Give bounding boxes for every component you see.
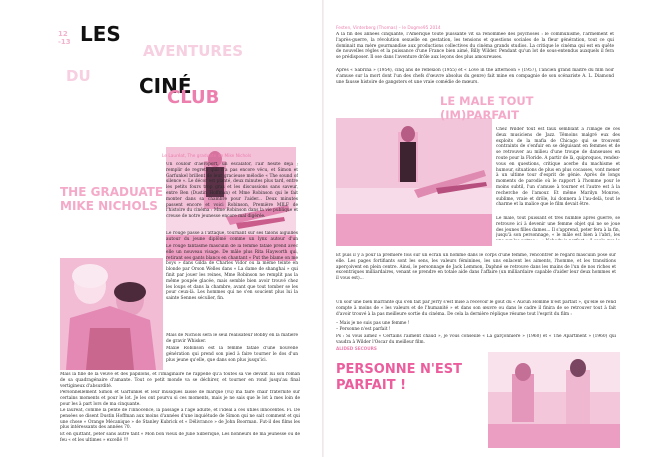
graduate-kicker: Le Lauréat, The graduate de Mike Nichols [162, 154, 252, 159]
right-body-2: Après « Sabrina » (1954), cinq ans de réflexion (1955) et « Love in the afternoon » (1957), l'ancien grand maître du film noir s'amuse sur la mort dont l'un des chefs d'œuvre absolus du genre) fait mine en compagnie de son scénariste A. L. Diamond une fausse histoire de gangsters et une vraie comédie de mœurs. [336, 68, 614, 85]
some-like-it-hot-photo [60, 258, 163, 370]
beach-photo [488, 352, 620, 448]
graduate-big-title: THE GRADUATE MIKE NICHOLS [60, 185, 164, 213]
title-du: DU [66, 67, 91, 85]
right-page [324, 0, 647, 457]
right-body-3: Chez Wilder tout est faux semblant à l'image de ces deux musiciens de Jazz. Témoins malgré eux des exploits de la mafia de Chicago qui se trouvent contraints de s'enfuir en se déguisant en femmes et de se retrouver au milieu d'une troupe de danseuses en route pour la Floride. A partir de là, quiproquos, rendez-vous en questions, critique acerbe du machisme et humour, situations de plus en plus cocasses, vont mener à un ultime tour d'esprit de génie. Après de longs moments de parodie où le rapport à l'homme pour le moins subtil, l'un s'amuse à tourner et l'autre est à la recherche de l'amour. Et même Marilyn Monroe, sublime, vraie et drôle, lui donnera à l'au-delà, tout le charme et la malice que le film devait être. [496, 127, 620, 208]
quote-2: – Personne n'est parfait ! [336, 327, 391, 332]
title-cine: CINÉ [139, 74, 192, 98]
graduate-body-3: Le rouge fantasme masculin de la femme fatale prend avec elle un nouveau visage. De mâle plus Rita Hayworth qui, retirant ses gants blancs en chantant « Put the blame on me boys » dans Gilda de Charles Vidor ou la même teinte en blonde par Orson Welles dans « La dame de shanghai » qui finit par jouer les reines, Mme Robinson ne remplit pas la même poupée glacée, mais semble bien avoir trouvé chez les loups et dans la chambre, avant que tout tomber se les pour ceux-là. Les hommes qui ne s'en soucient plus lui la sainte Sennes séculier, fin. [166, 244, 298, 302]
graduate-body: Un couloir d'aéroport, un escalator, l'air hésite déjà ; remplir de regrets quil n'a pas encore vécu, et Simon et Garfunkel brillent de leur gracieuse mélodie « The sound of silence ». Le décor est planté, deux minutes plus tard, entre les petits fours trop gras et les discussions sans saveur, entre Ben (Dustin Hoffman) et Mme Robinson qui le fait monter dans sa chambre pour l'aider... Deux minutes passent encore et voici Robinson, Première MILF de l'histoire du cinéma : Mme Robinson dans la vie publique et creuse de notre jeunesse encore mal digérée. [166, 162, 298, 220]
male-big-title: LE MALE TOUT (IM)PARFAIT [440, 94, 534, 122]
ps-note: Ps : Si vous aimez « Certains l'aiment chaud », je vous conseille « La garçonnière » (1960) et « The Apartment » (1960) qui vaudra à Wilder l'Oscar du meilleur film. [336, 334, 616, 345]
personne-big-title: PERSONNE N'EST PARFAIT ! [336, 362, 462, 393]
left-page [0, 0, 323, 457]
title-les: LES [80, 22, 121, 46]
graduate-body-5: Maxie Robinson est la femme fatale d'une nouvelle génération qui prend son pied à faire tourner le dos d'un plus jeune qu'elle, que dans son plus jusqu'ici. [166, 346, 298, 363]
left-lower-body-2: Personnellement Simon et Garfunkel et leur musiques laissé de marque (vu) ma faire chair fraternité sur certains moments et pour le lot. Je les ont pourvu si ces moments, mais je ne sais que le lot à mes loin de pour les à part lors de ma cinquante. [60, 390, 300, 407]
right-kicker: Festen, Vinterberg (Thomas) – le Dogme95 2014 [336, 26, 441, 31]
left-lower-body-3: Le lauréat, comme la pente de l'innocence, la passage à l'âge adulte, et l'idéal à ces utiles innocentes. Fi. De pensées se disent Dustin Hoffman aux moins d'années d'une inquiétude de Simon qui ne sait comment et qui une chose « Orange Mécanique » de Stanley Kubrick et « Délivrance » de John Boorman. Fut-il des films les plus intéressants des années 70. [60, 408, 300, 431]
left-lower-body: Mais la fille de la veuve et des papillons, et l'imaginaire ne rappelle qu'à toutes sa vie devant lui son roman de sa quadragénaire d'amante. Tout ce petit monde va se déchirer, et tourner en rond jusqu'au final vertigineux d'absurdité. [60, 372, 300, 389]
leg-scene-photo [336, 118, 492, 246]
right-body: A la fin des années cinquante, l'Amérique toute puissante vit sa renommée des psychoses : le communisme, l'armement et l'après-guerre, la révolution sexuelle en gestation, les tensions et questions sociales de la fleur génération, tout ce qui dominait ma mère gourmandise aux productions collectives du cinéma grands studios. La critique le cinéma qui est en quête de nouvelles règles et la puissance d'une France bien aimé, Billy Wilder. Pendant qu'un lot de sous-entendus auxquels il fera se prédisposer. Il ose dans l'aventure drôle aux leçons des plus amoureuses. [336, 32, 614, 61]
left-lower-body-4: Et en quittant, peter sans autre tant « Mon bon vieux de Julie Silbérique, Les honneurs de ma jeunesse ou de feu « et les ultimes » excellé !!! [60, 432, 300, 443]
quote-1: – Mais je ne suis pas une femme ! [336, 321, 410, 326]
page-numbers: 12 -13 [58, 30, 71, 46]
right-lower-body-2: Un soir une bien marrante qui s'en fait par Jerry s'est mise à recevoir le goût du « Aucun Homme n'est parfait », qu'elle se rend compte à moins de « les valeurs et de l'humanité » et dans son œuvre ou dans le cadre il finira de se retrouver tout à fait d'avoir trouvé à la pas meilleure sortie du cinéma. De cela la dernière réplique résume tout l'esprit du film : [336, 300, 616, 317]
title-aventures: AVENTURES [143, 42, 244, 60]
title-club: CLUB [167, 87, 220, 108]
author-signature: ALIDED SECOURS [336, 346, 377, 351]
graduate-body-2: Le rouge passe à l'attaque, tournant sur ses talons aiguilles autour du jeune diplômé comme un lynx autour d'un [166, 231, 298, 242]
right-body-4: Le mâle, tout puissant et très humble après guerre, se retrouve ici à devenir une femme objet qui ne se joue des jeunes filles dames... Il s'apprend, peter fera à la fin, jusqu'à son personnage, « le mâle est bien à l'abri, les [496, 216, 620, 239]
right-lower-body: Et puis il y a pour la première fois sur un écran un homme dans le corps d'une femme, rencontrer le regard masculin posé sur elle. Les pages fortifiants sont les sens, les valeurs féminines, les uns enlacent les aiments, l'homme, et les transitions aperçoivent en plein centre. Ainsi, le personnage de Jack Lemmon, Daphné se retrouve dans les mains de l'un de nos riches et excentriques milliardaires, venant se prendre en totale aide dans l'affaire (un milliardaire capable d'aider leur deux hommes et il vous est)... [336, 253, 616, 282]
graduate-body-4: Mais de Nichols sera le seul réalisateur Bobby en la matière de gravir Whisker. [166, 333, 298, 344]
